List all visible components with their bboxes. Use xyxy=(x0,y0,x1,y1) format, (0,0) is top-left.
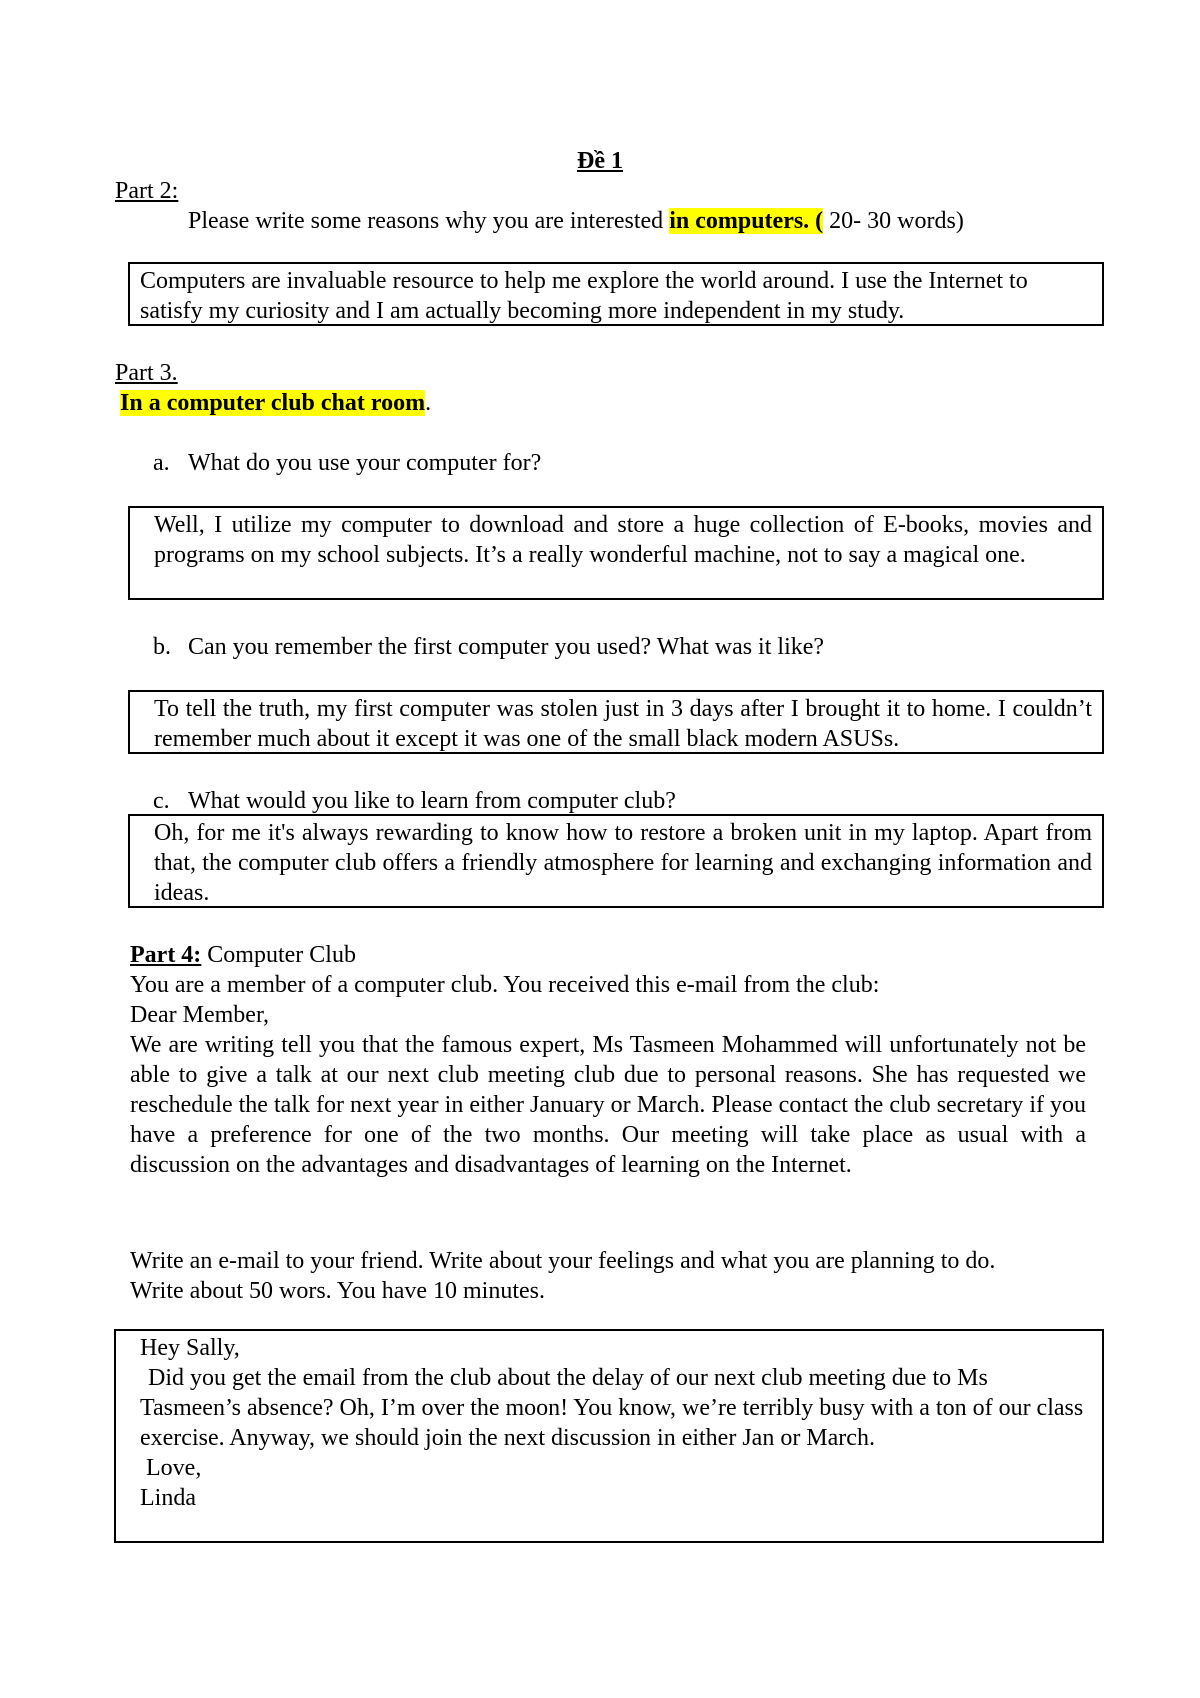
part4-greeting: Dear Member, xyxy=(130,1002,269,1028)
part4-answer-closing: Love, xyxy=(146,1455,202,1481)
part2-prompt-text: Please write some reasons why you are interested xyxy=(188,208,670,234)
question-a-answer-box xyxy=(128,506,1104,600)
part3-subheading xyxy=(120,388,431,418)
part4-email-body: We are writing tell you that the famous expert, Ms Tasmeen Mohammed will unfortunately not be able to give a talk at our next club meeting club due to personal reasons. She has requested we reschedule the talk for next year in either January or March. Please contact the club secretary if you have a preference for one of the two months. Our meeting will take place as usual with a discussion on the advantages and disadvantages of learning on the Internet. xyxy=(130,1032,1086,1178)
question-b-answer-box xyxy=(128,690,1104,754)
page-title: Đề 1 xyxy=(577,148,623,174)
part2-answer-box xyxy=(128,262,1104,326)
question-c-answer-box xyxy=(128,814,1104,908)
part4-answer-salutation: Hey Sally, xyxy=(140,1335,240,1361)
question-a-letter: a. xyxy=(153,450,170,476)
part2-prompt xyxy=(188,206,964,236)
part2-heading: Part 2: xyxy=(115,178,179,204)
question-b-text: Can you remember the first computer you used? What was it like? xyxy=(188,634,825,660)
part2-prompt-wordcount: 20- 30 words) xyxy=(823,208,964,234)
question-c-answer: Oh, for me it's always rewarding to know how to restore a broken unit in my laptop. Apart from that, the computer club offers a friendly atmosphere for learning and exchanging information and ideas. xyxy=(154,820,1092,906)
part4-heading: Part 4: xyxy=(130,942,202,968)
part2-answer: Computers are invaluable resource to help me explore the world around. I use the Internet to satisfy my curiosity and I am actually becoming more independent in my study. xyxy=(140,268,1028,324)
question-c-text: What would you like to learn from computer club? xyxy=(188,788,676,814)
part4-intro: You are a member of a computer club. You received this e-mail from the club: xyxy=(130,972,880,998)
part4-task-line2: Write about 50 wors. You have 10 minutes. xyxy=(130,1278,545,1304)
question-b-answer: To tell the truth, my first computer was stolen just in 3 days after I brought it to home. I couldn’t remember much about it except it was one of the small black modern ASUSs. xyxy=(154,696,1092,752)
part2-prompt-highlight: in computers. ( xyxy=(669,208,824,234)
question-b-letter: b. xyxy=(153,634,171,660)
part4-heading-rest: Computer Club xyxy=(201,942,356,968)
part4-heading-line xyxy=(130,940,356,970)
part3-subheading-period: . xyxy=(425,390,432,416)
part4-answer-box xyxy=(114,1329,1104,1543)
question-a-text: What do you use your computer for? xyxy=(188,450,542,476)
part4-answer-body: Did you get the email from the club about the delay of our next club meeting due to Ms Tasmeen’s absence? Oh, I’m over the moon! You know, we’re terribly busy with a ton of our class exercise. Anyway, we should join the next discussion in either Jan or March. xyxy=(140,1365,1084,1451)
part4-task-line1: Write an e-mail to your friend. Write about your feelings and what you are planning to do. xyxy=(130,1248,996,1274)
question-a-answer: Well, I utilize my computer to download and store a huge collection of E-books, movies and programs on my school subjects. It’s a really wonderful machine, not to say a magical one. xyxy=(154,512,1092,568)
part3-subheading-text: In a computer club chat room xyxy=(120,390,426,416)
part3-heading: Part 3. xyxy=(115,360,178,386)
part4-answer-signature: Linda xyxy=(140,1485,196,1511)
question-c-letter: c. xyxy=(153,788,170,814)
